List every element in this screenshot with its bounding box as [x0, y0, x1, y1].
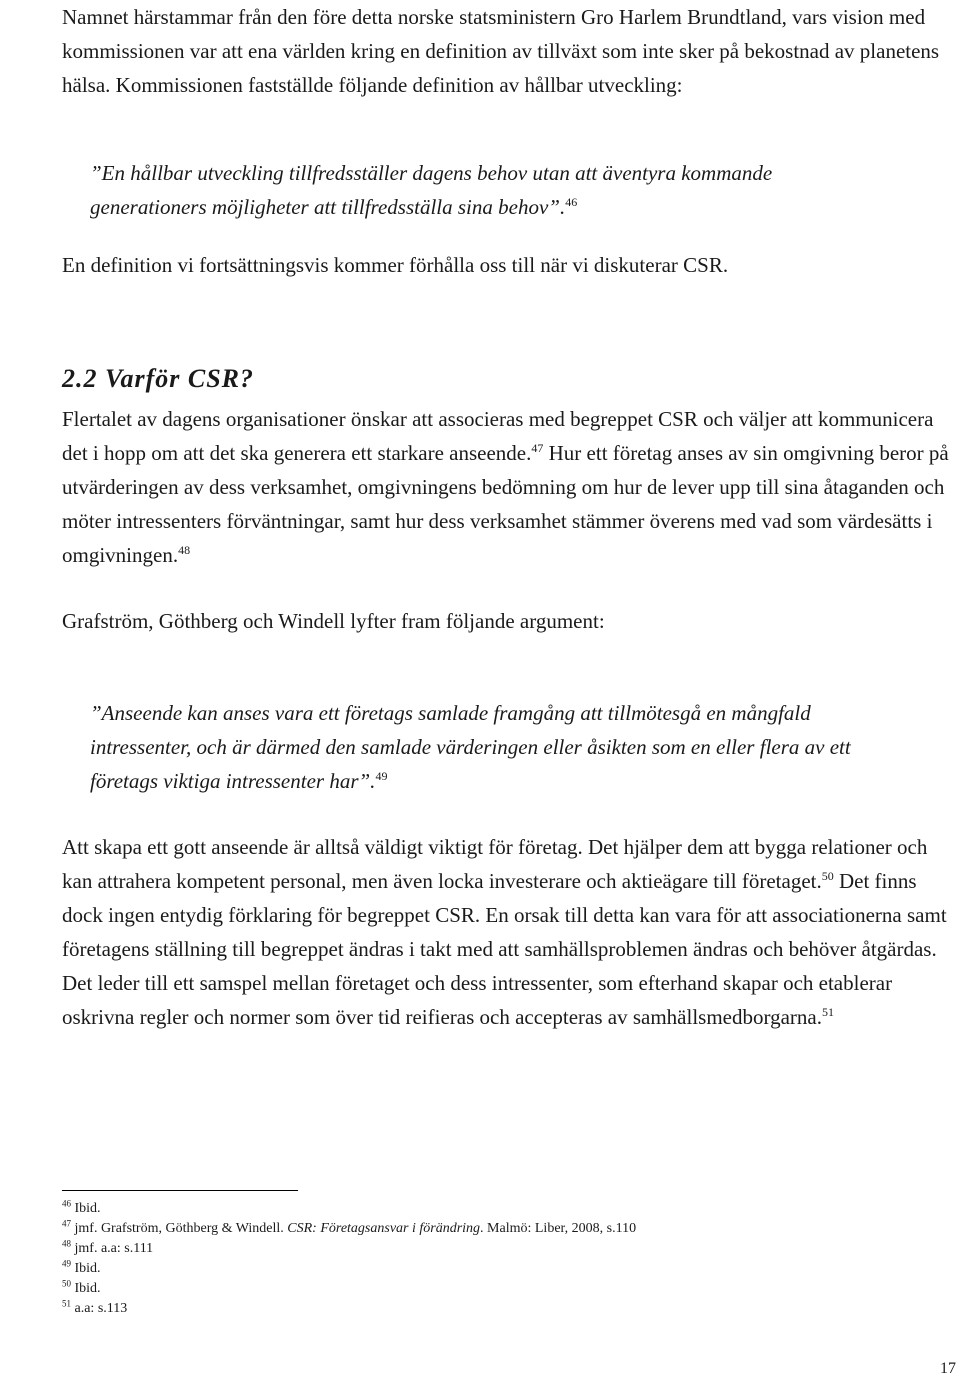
argument-intro-paragraph: Grafström, Göthberg och Windell lyfter fram följande argument: [62, 609, 605, 633]
paragraph-text: Flertalet av dagens organisationer önskar att associeras med begreppet CSR och väljer att kommunicera det i hopp om att det ska generera ett starkare anseende. [62, 407, 934, 465]
brundtland-quote [90, 156, 890, 224]
footnote-50 [62, 1279, 636, 1299]
section-heading: 2.2 Varför CSR? [62, 364, 254, 393]
footnote-ref: 51 [821, 1005, 834, 1019]
footnote-number: 49 [62, 1258, 71, 1269]
reputation-paragraph [62, 830, 954, 1034]
footnote-text: a.a: s.113 [74, 1301, 128, 1316]
reputation-quote [90, 696, 890, 798]
footnote-48 [62, 1239, 636, 1259]
quote-text: ”Anseende kan anses vara ett företags samlade framgång att tillmötesgå en mångfald intressenter, och är därmed den samlade värderingen eller åsikten som en eller flera av ett företags viktiga intressenter har”. [90, 701, 851, 793]
paragraph-text: Att skapa ett gott anseende är alltså väldigt viktigt för företag. Det hjälper dem att bygga relationer och kan attrahera kompetent personal, men även locka investerare och aktieägare till företaget. [62, 835, 928, 893]
footnote-text: Ibid. [74, 1261, 101, 1276]
organisations-paragraph [62, 402, 954, 572]
footnote-book-title: CSR: Företagsansvar i förändring [287, 1221, 481, 1236]
footnotes [62, 1199, 636, 1319]
footnote-ref: 46 [565, 195, 578, 209]
footnote-number: 47 [62, 1218, 71, 1229]
paragraph-text: Det finns dock ingen entydig förklaring för begreppet CSR. En orsak till detta kan vara för att associationerna samt företagens ställning till begreppet ändras i takt med att samhällsproblemen ändras och behöver åtgärdas. Det leder till ett samspel mellan företaget och dess intressenter, som efterhand skapar och etablerar oskrivna regler och normer som över tid reifieras och accepteras av samhällsmedborgarna. [62, 869, 947, 1029]
footnote-text: . Malmö: Liber, 2008, s.110 [480, 1221, 637, 1236]
footnote-text: jmf. a.a: s.111 [74, 1241, 154, 1256]
intro-paragraph: Namnet härstammar från den före detta norske statsministern Gro Harlem Brundtland, vars vision med kommissionen var att ena världen kring en definition av tillväxt som inte sker på bekostnad av planetens hälsa. Kommissionen fastställde följande definition av hållbar utveckling: [62, 5, 940, 97]
footnote-ref: 47 [531, 441, 544, 455]
footnote-46 [62, 1199, 636, 1219]
footnote-text: Ibid. [74, 1201, 101, 1216]
footnote-text: jmf. Grafström, Göthberg & Windell. [74, 1221, 288, 1236]
footnote-49 [62, 1259, 636, 1279]
footnote-ref: 49 [375, 769, 388, 783]
quote-text: ”En hållbar utveckling tillfredsställer dagens behov utan att äventyra kommande generationers möjligheter att tillfredsställa sina behov”. [90, 161, 773, 219]
footnote-text: Ibid. [74, 1281, 101, 1296]
footnote-51 [62, 1299, 636, 1319]
footnote-number: 51 [62, 1298, 71, 1309]
footnote-number: 46 [62, 1198, 71, 1209]
footnote-47 [62, 1219, 636, 1239]
page-number: 17 [940, 1360, 956, 1377]
footnote-number: 48 [62, 1238, 71, 1249]
definition-paragraph: En definition vi fortsättningsvis kommer förhålla oss till när vi diskuterar CSR. [62, 253, 729, 277]
paragraph-text: Hur ett företag anses av sin omgivning beror på utvärderingen av dess verksamhet, omgivningens bedömning om hur de lever upp till sina åtaganden och möter intressenters förväntningar, samt hur dess verksamhet stämmer överens med vad som värdesätts i omgivningen. [62, 441, 949, 567]
footnote-number: 50 [62, 1278, 71, 1289]
footnote-separator [62, 1190, 298, 1191]
footnote-ref: 48 [178, 543, 191, 557]
footnote-ref: 50 [821, 869, 834, 883]
